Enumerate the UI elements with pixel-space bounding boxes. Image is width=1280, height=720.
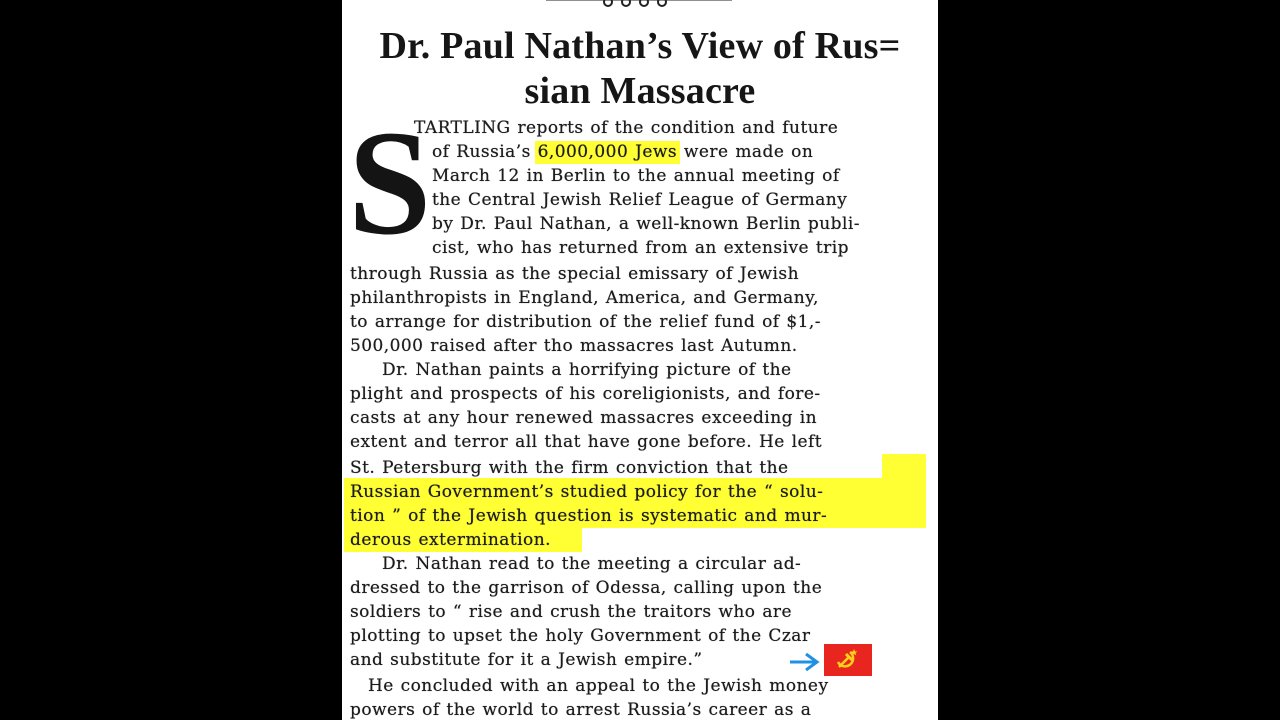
article-line-14: extent and terror all that have gone before. He left [350, 432, 823, 452]
drop-cap-letter: S [348, 100, 432, 266]
article-line-20: dressed to the garrison of Odessa, calling upon the [350, 578, 823, 598]
article-line-7: through Russia as the special emissary of Jewish [350, 264, 800, 284]
article-line-21: soldiers to “ rise and crush the traitors who are [350, 602, 792, 622]
article-line-17: tion ” of the Jewish question is systematic and mur- [350, 506, 828, 526]
drop-cap [348, 100, 432, 266]
article-line-10: 500,000 raised after tho massacres last Autumn. [350, 336, 798, 356]
article-line-18: derous extermination. [350, 530, 551, 550]
soviet-flag-icon [824, 644, 872, 676]
article-line-13: casts at any hour renewed massacres exceeding in [350, 408, 818, 428]
article-line-3: March 12 in Berlin to the annual meeting of [432, 166, 840, 186]
article-line-8: philanthropists in England, America, and Germany, [350, 288, 819, 308]
headline-line-1: Dr. Paul Nathan’s View of Rus= [379, 25, 901, 67]
ornament-rule-icon [546, 0, 732, 10]
article-line-5: by Dr. Paul Nathan, a well-known Berlin publi- [432, 214, 860, 234]
headline [342, 24, 938, 114]
article-line-15-start: St. Petersburg with the firm conviction that [350, 458, 753, 478]
article-line-22: plotting to upset the holy Government of the Czar [350, 626, 811, 646]
article-line-4: the Central Jewish Relief League of Germany [432, 190, 848, 210]
newspaper-clipping [342, 0, 938, 720]
article-line-19: Dr. Nathan read to the meeting a circular ad- [382, 554, 802, 574]
article-line-6: cist, who has returned from an extensive trip [432, 238, 849, 258]
article-line-2 [432, 140, 813, 164]
article-line-1: TARTLING reports of the condition and future [414, 118, 839, 138]
article-line-25: powers of the world to arrest Russia’s career as a [350, 700, 812, 720]
article-line-23: and substitute for it a Jewish empire.” [350, 650, 703, 670]
highlight-block-1 [882, 454, 926, 480]
article-line-9: to arrange for distribution of the relief fund of $1,- [350, 312, 821, 332]
article-line-2-start: of Russia’s [432, 142, 531, 162]
highlighted-figure: 6,000,000 Jews [535, 141, 680, 164]
headline-line-2: sian Massacre [524, 70, 756, 112]
article-line-15 [350, 456, 789, 480]
hammer-sickle-icon [834, 648, 858, 670]
article-line-15-highlighted: the [759, 458, 789, 478]
article-line-2-end: were made on [683, 142, 814, 162]
article-line-11: Dr. Nathan paints a horrifying picture of the [382, 360, 792, 380]
article-line-12: plight and prospects of his coreligionists, and fore- [350, 384, 821, 404]
right-arrow-icon [788, 650, 822, 674]
article-line-24: He concluded with an appeal to the Jewish money [368, 676, 829, 696]
article-line-16: Russian Government’s studied policy for the “ solu- [350, 482, 824, 502]
